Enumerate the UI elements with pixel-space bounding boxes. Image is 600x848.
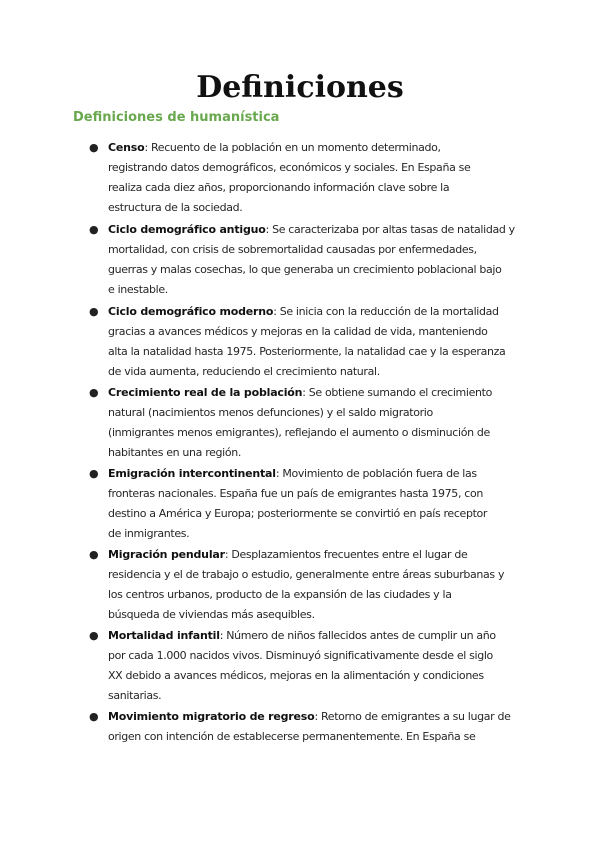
definition-term: Crecimiento real de la población (108, 386, 303, 399)
definition-line: realiza cada diez años, proporcionando información clave sobre la (108, 181, 450, 194)
definition-line: registrando datos demográficos, económicos y sociales. En España se (108, 161, 471, 174)
definition-first-line (108, 707, 511, 727)
bullet-icon: ● (89, 467, 99, 480)
definition-term: Emigración intercontinental (108, 467, 276, 480)
definition-line: mortalidad, con crisis de sobremortalidad causadas por enfermedades, (108, 243, 477, 256)
bullet-icon: ● (89, 223, 99, 236)
definition-text: : Desplazamientos frecuentes entre el lugar de (224, 548, 468, 561)
section-subtitle: Definiciones de humanística (73, 110, 280, 125)
definition-line: natural (nacimientos menos defunciones) y el saldo migratorio (108, 406, 433, 419)
definition-text: : Número de niños fallecidos antes de cumplir un año (219, 629, 496, 642)
definition-text: : Recuento de la población en un momento determinado, (144, 141, 441, 154)
definition-line: XX debido a avances médicos, mejoras en la alimentación y condiciones (108, 669, 484, 682)
definition-line: por cada 1.000 nacidos vivos. Disminuyó significativamente desde el siglo (108, 649, 493, 662)
definition-term: Mortalidad infantil (108, 629, 220, 642)
definition-text: : Se obtiene sumando el crecimiento (302, 386, 492, 399)
definition-first-line (108, 626, 496, 646)
definition-term: Movimiento migratorio de regreso (108, 710, 315, 723)
bullet-icon: ● (89, 710, 99, 723)
definition-line: sanitarias. (108, 689, 162, 702)
definition-line: destino a América y Europa; posteriormente se convirtió en país receptor (108, 507, 488, 520)
definition-term: Ciclo demográfico antiguo (108, 223, 266, 236)
bullet-icon: ● (89, 386, 99, 399)
definition-first-line (108, 302, 499, 322)
definition-line: alta la natalidad hasta 1975. Posteriormente, la natalidad cae y la esperanza (108, 345, 506, 358)
definition-first-line (108, 220, 515, 240)
page-title: Definiciones (196, 70, 404, 105)
bullet-icon: ● (89, 629, 99, 642)
definition-line: búsqueda de viviendas más asequibles. (108, 608, 315, 621)
definition-first-line (108, 545, 467, 565)
definition-line: fronteras nacionales. España fue un país de emigrantes hasta 1975, con (108, 487, 483, 500)
definition-line: de inmigrantes. (108, 527, 190, 540)
bullet-icon: ● (89, 548, 99, 561)
definition-line: los centros urbanos, producto de la expansión de las ciudades y la (108, 588, 452, 601)
definition-line: gracias a avances médicos y mejoras en la calidad de vida, manteniendo (108, 325, 488, 338)
definition-line: habitantes en una región. (108, 446, 242, 459)
definition-line: guerras y malas cosechas, lo que generaba un crecimiento poblacional bajo (108, 263, 502, 276)
definition-first-line (108, 464, 477, 484)
definition-first-line (108, 383, 492, 403)
definition-line: estructura de la sociedad. (108, 201, 243, 214)
definition-line: de vida aumenta, reduciendo el crecimiento natural. (108, 365, 380, 378)
definition-term: Ciclo demográfico moderno (108, 305, 274, 318)
definition-first-line (108, 138, 441, 158)
definition-line: residencia y el de trabajo o estudio, generalmente entre áreas suburbanas y (108, 568, 505, 581)
definition-line: origen con intención de establecerse permanentemente. En España se (108, 730, 476, 743)
definition-text: : Movimiento de población fuera de las (275, 467, 477, 480)
bullet-icon: ● (89, 305, 99, 318)
bullet-icon: ● (89, 141, 99, 154)
definition-line: (inmigrantes menos emigrantes), reflejando el aumento o disminución de (108, 426, 490, 439)
definition-text: : Se inicia con la reducción de la mortalidad (273, 305, 499, 318)
definition-term: Censo (108, 141, 145, 154)
definition-term: Migración pendular (108, 548, 225, 561)
definition-text: : Se caracterizaba por altas tasas de natalidad y (265, 223, 515, 236)
definition-line: e inestable. (108, 283, 168, 296)
definition-text: : Retorno de emigrantes a su lugar de (314, 710, 511, 723)
